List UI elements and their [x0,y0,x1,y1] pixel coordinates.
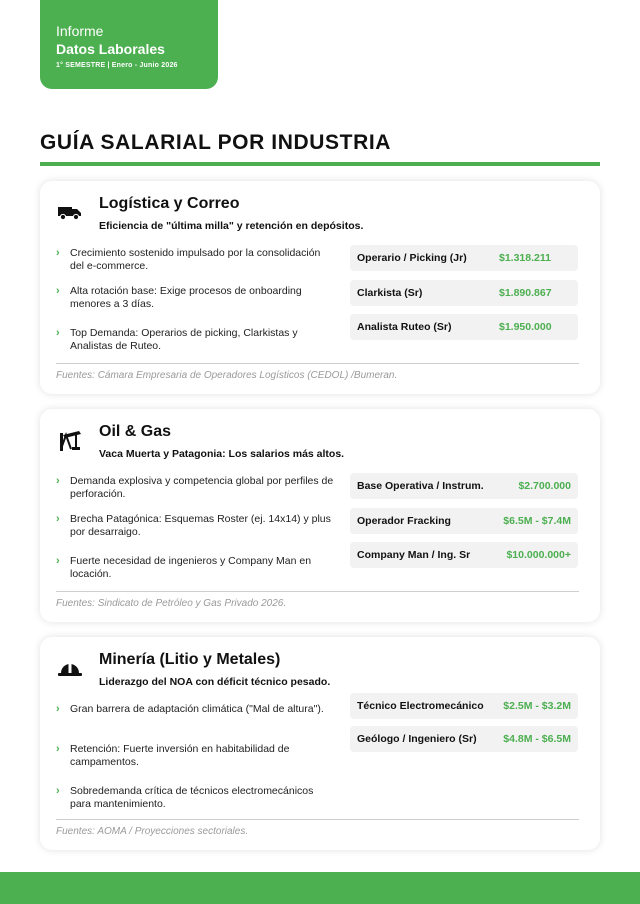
salary-role: Clarkista (Sr) [357,287,423,299]
salary-amount: $1.950.000 [499,321,552,333]
oil-pump-icon [57,429,83,451]
industry-card-oil-gas [40,409,600,622]
list-item: › Top Demanda: Operarios de picking, Clarkistas y Analistas de Ruteo. [56,327,298,352]
salary-row [350,473,578,499]
salary-amount: $6.5M - $7.4M [503,515,571,527]
chevron-right-icon: › [56,247,60,259]
chevron-right-icon: › [56,327,60,339]
list-item: › Retención: Fuerte inversión en habitabilidad de campamentos. [56,743,290,768]
industry-card-logistica [40,181,600,394]
chevron-right-icon: › [56,513,60,525]
list-item: › Gran barrera de adaptación climática ("Mal de altura"). [56,703,324,715]
source-note: Fuentes: Cámara Empresaria de Operadores Logísticos (CEDOL) /Bumeran. [56,370,398,381]
source-note: Fuentes: AOMA / Proyecciones sectoriales. [56,826,249,837]
list-item: › Demanda explosiva y competencia global por perfiles de perforación. [56,475,334,500]
industry-name: Oil & Gas [99,423,172,440]
list-item: › Brecha Patagónica: Esquemas Roster (ej. 14x14) y plus por desarraigo. [56,513,331,538]
salary-role: Base Operativa / Instrum. [357,480,484,492]
card-divider [56,819,579,820]
report-period: 1° SEMESTRE | Enero - Junio 2026 [56,62,178,69]
salary-row [350,726,578,752]
card-divider [56,363,579,364]
salary-role: Analista Ruteo (Sr) [357,321,452,333]
salary-role: Geólogo / Ingeniero (Sr) [357,733,477,745]
salary-amount: $4.8M - $6.5M [503,733,571,745]
salary-role: Operador Fracking [357,515,451,527]
salary-row [350,245,578,271]
list-item: › Alta rotación base: Exige procesos de onboarding menores a 3 días. [56,285,302,310]
footer-bar [0,872,640,904]
industry-name: Logística y Correo [99,195,240,212]
page-title: GUÍA SALARIAL POR INDUSTRIA [40,131,392,154]
report-label: Informe [56,23,104,39]
salary-amount: $1.890.867 [499,287,552,299]
chevron-right-icon: › [56,743,60,755]
report-name: Datos Laborales [56,41,165,57]
salary-role: Técnico Electromecánico [357,700,484,712]
salary-amount: $2.700.000 [518,480,571,492]
salary-amount: $10.000.000+ [506,549,571,561]
chevron-right-icon: › [56,285,60,297]
title-divider [40,162,600,166]
salary-row [350,693,578,719]
card-divider [56,591,579,592]
industry-name: Minería (Litio y Metales) [99,651,281,668]
industry-subtitle: Liderazgo del NOA con déficit técnico pesado. [99,676,331,688]
source-note: Fuentes: Sindicato de Petróleo y Gas Privado 2026. [56,598,287,609]
salary-row [350,280,578,306]
chevron-right-icon: › [56,475,60,487]
industry-card-mineria [40,637,600,850]
truck-icon [57,201,83,223]
salary-amount: $1.318.211 [499,252,551,264]
hard-hat-icon [57,657,83,679]
salary-role: Company Man / Ing. Sr [357,549,471,561]
list-item: › Sobredemanda crítica de técnicos electromecánicos para mantenimiento. [56,785,314,810]
industry-subtitle: Vaca Muerta y Patagonia: Los salarios más altos. [99,448,345,460]
salary-amount: $2.5M - $3.2M [503,700,571,712]
salary-role: Operario / Picking (Jr) [357,252,467,264]
list-item: › Crecimiento sostenido impulsado por la consolidación del e-commerce. [56,247,321,272]
salary-row [350,508,578,534]
chevron-right-icon: › [56,555,60,567]
industry-subtitle: Eficiencia de "última milla" y retención en depósitos. [99,220,364,232]
chevron-right-icon: › [56,785,60,797]
list-item: › Fuerte necesidad de ingenieros y Company Man en locación. [56,555,312,580]
report-header-tab [40,0,218,89]
chevron-right-icon: › [56,703,60,715]
salary-row [350,314,578,340]
salary-row [350,542,578,568]
